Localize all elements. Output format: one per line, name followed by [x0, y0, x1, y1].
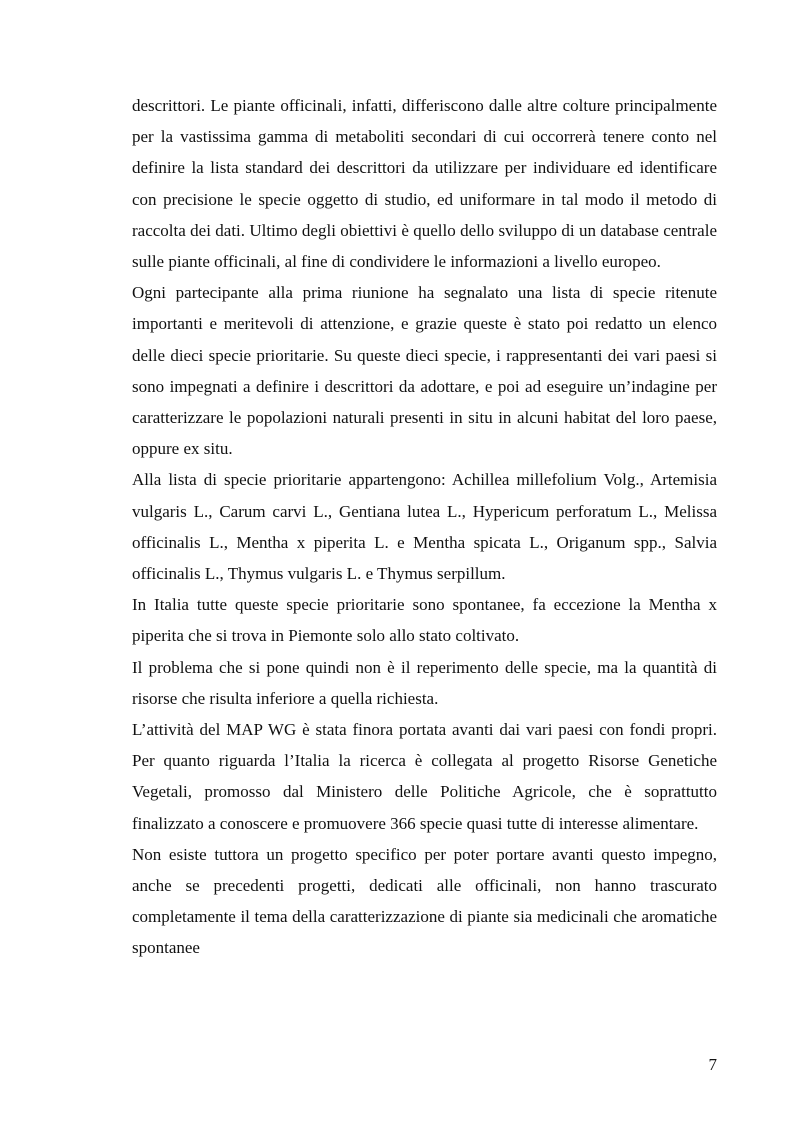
page-body — [132, 90, 717, 964]
paragraph-descrittori: descrittori. Le piante officinali, infatti, differiscono dalle altre colture principalmente per la vastissima gamma di metaboliti secondari di cui occorrerà tenere conto nel definire la lista standard dei descrittori da utilizzare per individuare ed identificare con precisione le specie oggetto di studio, ed uniformare in tal modo il metodo di raccolta dei dati. Ultimo degli obiettivi è quello dello sviluppo di un database centrale sulle piante officinali, al fine di condividere le informazioni a livello europeo. — [132, 96, 717, 272]
paragraph-partecipanti: Ogni partecipante alla prima riunione ha segnalato una lista di specie ritenute importanti e meritevoli di attenzione, e grazie queste è stato poi redatto un elenco delle dieci specie prioritarie. Su queste dieci specie, i rappresentanti dei vari paesi si sono impegnati a definire i descrittori da adottare, e poi ad eseguire un’indagine per caratterizzare le popolazioni naturali presenti in situ in alcuni habitat del loro paese, oppure ex situ. — [132, 283, 717, 459]
paragraph-italia: In Italia tutte queste specie prioritarie sono spontanee, fa eccezione la Mentha x piperita che si trova in Piemonte solo allo stato coltivato. — [132, 595, 717, 646]
paragraph-attivita-map-wg: L’attività del MAP WG è stata finora portata avanti dai vari paesi con fondi propri. Per quanto riguarda l’Italia la ricerca è collegata al progetto Risorse Genetiche Vegetali, promosso dal Ministero delle Politiche Agricole, che è soprattutto finalizzato a conoscere e promuovere 366 specie quasi tutte di interesse alimentare. — [132, 720, 717, 833]
paragraph-problema: Il problema che si pone quindi non è il reperimento delle specie, ma la quantità di risorse che risulta inferiore a quella richiesta. — [132, 657, 717, 708]
page-number: 7 — [708, 1055, 717, 1074]
paragraph-progetto-specifico: Non esiste tuttora un progetto specifico per poter portare avanti questo impegno, anche se precedenti progetti, dedicati alle officinali, non hanno trascurato completamente il tema della caratterizzazione di piante sia medicinali che aromatiche spontanee — [132, 844, 717, 958]
paragraph-specie-prioritarie: Alla lista di specie prioritarie appartengono: Achillea millefolium Volg., Artemisia vulgaris L., Carum carvi L., Gentiana lutea L., Hypericum perforatum L., Melissa officinalis L., Mentha x piperita L. e Mentha spicata L., Origanum spp., Salvia officinalis L., Thymus vulgaris L. e Thymus serpillum. — [132, 470, 717, 584]
